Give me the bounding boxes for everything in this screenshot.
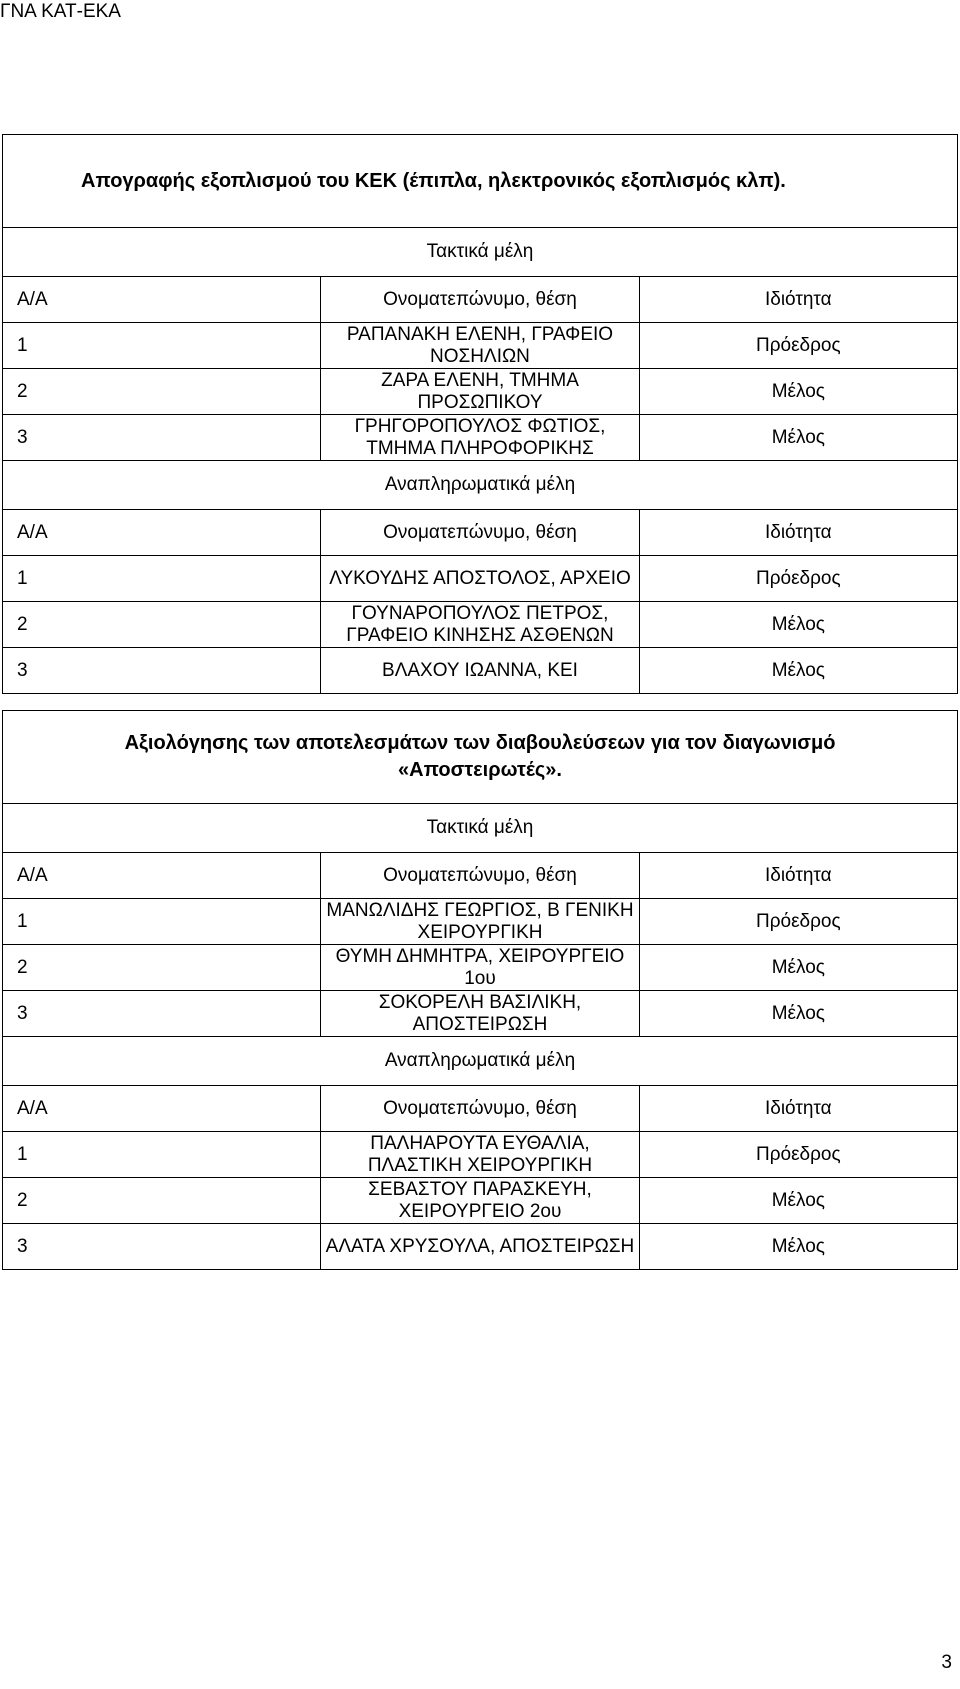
column-header-row (3, 277, 958, 323)
column-header-aa: Α/Α (3, 1086, 321, 1132)
table-row (3, 369, 958, 415)
row-number: 3 (3, 415, 321, 461)
row-number: 2 (3, 945, 321, 991)
member-role: Μέλος (639, 648, 957, 694)
committee-title-line2: «Αποστειρωτές». (398, 759, 562, 781)
page-number: 3 (941, 1652, 952, 1673)
member-role: Μέλος (639, 1178, 957, 1224)
row-number: 3 (3, 991, 321, 1037)
table-row (3, 556, 958, 602)
substitute-members-label: Αναπληρωματικά μέλη (3, 1037, 958, 1086)
substitute-members-label-row (3, 461, 958, 510)
table-row (3, 991, 958, 1037)
member-role: Πρόεδρος (639, 323, 957, 369)
committee-title (3, 711, 958, 804)
column-header-name: Ονοματεπώνυμο, θέση (321, 510, 639, 556)
member-name: ΒΛΑΧΟΥ ΙΩΑΝΝΑ, ΚΕΙ (321, 648, 639, 694)
regular-members-label-row (3, 804, 958, 853)
committee-title-row (3, 711, 958, 804)
table-row (3, 415, 958, 461)
member-name: ΣΕΒΑΣΤΟΥ ΠΑΡΑΣΚΕΥΗ, ΧΕΙΡΟΥΡΓΕΙΟ 2ου (321, 1178, 639, 1224)
committee-title: Απογραφής εξοπλισμού του ΚΕΚ (έπιπλα, ηλεκτρονικός εξοπλισμός κλπ). (3, 135, 958, 228)
column-header-aa: Α/Α (3, 853, 321, 899)
regular-members-label-row (3, 228, 958, 277)
column-header-aa: Α/Α (3, 510, 321, 556)
table-row (3, 945, 958, 991)
column-header-name: Ονοματεπώνυμο, θέση (321, 853, 639, 899)
table-row (3, 899, 958, 945)
member-name: ΜΑΝΩΛΙΔΗΣ ΓΕΩΡΓΙΟΣ, Β ΓΕΝΙΚΗ ΧΕΙΡΟΥΡΓΙΚΗ (321, 899, 639, 945)
regular-members-label: Τακτικά μέλη (3, 228, 958, 277)
member-name: ΘΥΜΗ ΔΗΜΗΤΡΑ, ΧΕΙΡΟΥΡΓΕΙΟ 1ου (321, 945, 639, 991)
row-number: 1 (3, 323, 321, 369)
table-row (3, 323, 958, 369)
member-name: ΓΡΗΓΟΡΟΠΟΥΛΟΣ ΦΩΤΙΟΣ, ΤΜΗΜΑ ΠΛΗΡΟΦΟΡΙΚΗΣ (321, 415, 639, 461)
row-number: 1 (3, 1132, 321, 1178)
column-header-role: Ιδιότητα (639, 853, 957, 899)
row-number: 1 (3, 556, 321, 602)
member-name: ΠΑΛΗΑΡΟΥΤΑ ΕΥΘΑΛΙΑ, ΠΛΑΣΤΙΚΗ ΧΕΙΡΟΥΡΓΙΚΗ (321, 1132, 639, 1178)
document-header: ΓΝΑ ΚΑΤ-ΕΚΑ (0, 1, 121, 22)
row-number: 2 (3, 1178, 321, 1224)
column-header-row (3, 853, 958, 899)
row-number: 2 (3, 602, 321, 648)
member-role: Μέλος (639, 991, 957, 1037)
committee-title-line1: Αξιολόγησης των αποτελεσμάτων των διαβουλεύσεων για τον διαγωνισμό (124, 732, 836, 754)
committee-table-inventory (2, 134, 958, 694)
member-role: Μέλος (639, 369, 957, 415)
member-name: ΓΟΥΝΑΡΟΠΟΥΛΟΣ ΠΕΤΡΟΣ, ΓΡΑΦΕΙΟ ΚΙΝΗΣΗΣ ΑΣΘΕΝΩΝ (321, 602, 639, 648)
member-role: Πρόεδρος (639, 899, 957, 945)
member-name: ΛΥΚΟΥΔΗΣ ΑΠΟΣΤΟΛΟΣ, ΑΡΧΕΙΟ (321, 556, 639, 602)
column-header-role: Ιδιότητα (639, 510, 957, 556)
member-name: ΣΟΚΟΡΕΛΗ ΒΑΣΙΛΙΚΗ, ΑΠΟΣΤΕΙΡΩΣΗ (321, 991, 639, 1037)
column-header-aa: Α/Α (3, 277, 321, 323)
table-row (3, 648, 958, 694)
column-header-role: Ιδιότητα (639, 1086, 957, 1132)
table-row (3, 1132, 958, 1178)
substitute-members-label-row (3, 1037, 958, 1086)
member-role: Μέλος (639, 1224, 957, 1270)
row-number: 1 (3, 899, 321, 945)
column-header-name: Ονοματεπώνυμο, θέση (321, 1086, 639, 1132)
table-row (3, 1178, 958, 1224)
member-role: Πρόεδρος (639, 1132, 957, 1178)
table-row (3, 602, 958, 648)
column-header-name: Ονοματεπώνυμο, θέση (321, 277, 639, 323)
column-header-row (3, 510, 958, 556)
member-name: ΑΛΑΤΑ ΧΡΥΣΟΥΛΑ, ΑΠΟΣΤΕΙΡΩΣΗ (321, 1224, 639, 1270)
member-name: ΡΑΠΑΝΑΚΗ ΕΛΕΝΗ, ΓΡΑΦΕΙΟ ΝΟΣΗΛΙΩΝ (321, 323, 639, 369)
committee-table-sterilizers (2, 710, 958, 1270)
member-role: Πρόεδρος (639, 556, 957, 602)
table-row (3, 1224, 958, 1270)
committee-title-row (3, 135, 958, 228)
substitute-members-label: Αναπληρωματικά μέλη (3, 461, 958, 510)
row-number: 2 (3, 369, 321, 415)
member-name: ΖΑΡΑ ΕΛΕΝΗ, ΤΜΗΜΑ ΠΡΟΣΩΠΙΚΟΥ (321, 369, 639, 415)
regular-members-label: Τακτικά μέλη (3, 804, 958, 853)
row-number: 3 (3, 1224, 321, 1270)
member-role: Μέλος (639, 415, 957, 461)
row-number: 3 (3, 648, 321, 694)
column-header-role: Ιδιότητα (639, 277, 957, 323)
member-role: Μέλος (639, 602, 957, 648)
column-header-row (3, 1086, 958, 1132)
member-role: Μέλος (639, 945, 957, 991)
